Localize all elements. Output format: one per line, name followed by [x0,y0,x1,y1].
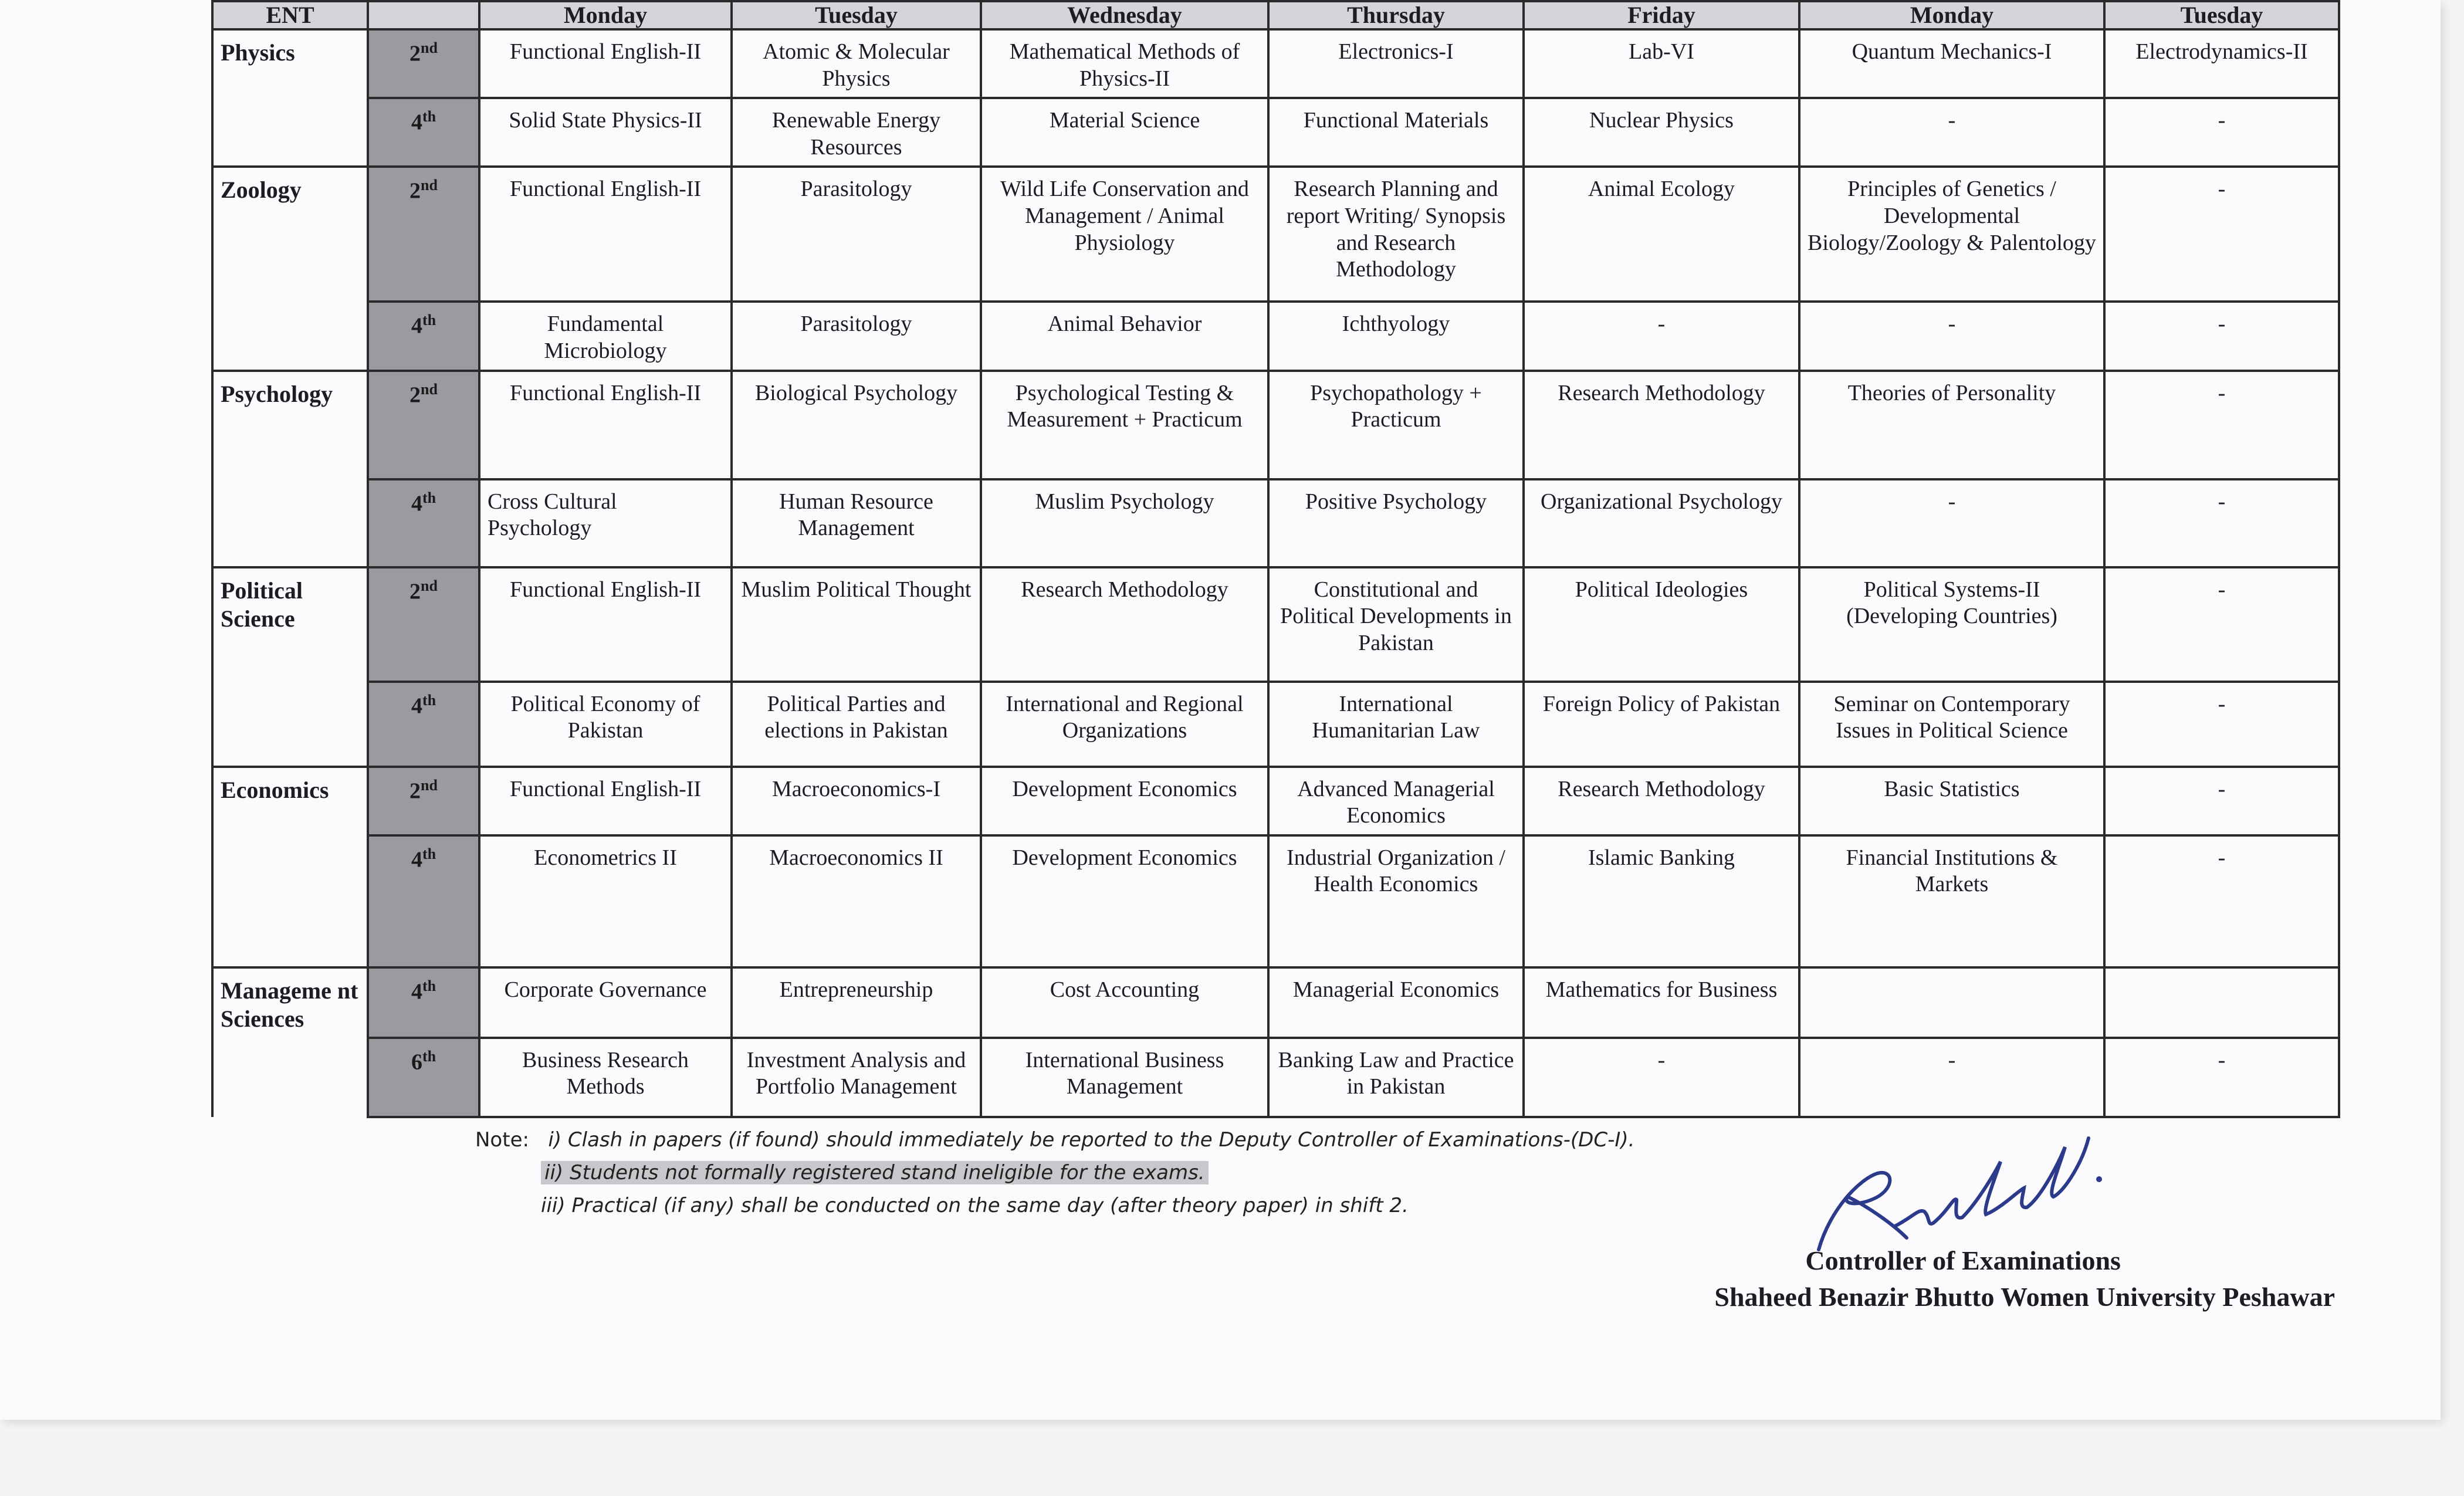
course-cell: - [2104,302,2339,370]
semester-cell [368,767,479,835]
note-label: Note: [475,1128,529,1152]
department-cell: Zoology [212,167,368,302]
table-row [212,767,2339,835]
course-cell: Cross Cultural Psychology [479,479,732,567]
semester-number: 2 [409,179,421,204]
semester-cell [368,167,479,302]
department-cell: Economics [212,767,368,835]
semester-cell [368,479,479,567]
handwritten-signature [1807,1091,2112,1261]
header-day: Friday [1524,1,1799,29]
course-cell: Seminar on Contemporary Issues in Political Science [1799,682,2104,767]
department-cell [212,1038,368,1117]
course-cell: Human Resource Management [732,479,981,567]
course-cell: Parasitology [732,167,981,302]
header-day: Thursday [1268,1,1524,29]
header-day: Monday [479,1,732,29]
course-cell: Industrial Organization / Health Economics [1268,835,1524,967]
exam-schedule-table [211,0,2340,1118]
table-row [212,98,2339,167]
semester-ordinal: th [422,489,436,506]
course-cell: Atomic & Molecular Physics [732,29,981,98]
semester-number: 4 [411,847,422,872]
semester-number: 2 [409,41,421,66]
table-row [212,567,2339,682]
semester-cell [368,302,479,370]
course-cell [2104,967,2339,1038]
course-cell: Foreign Policy of Pakistan [1524,682,1799,767]
course-cell: Positive Psychology [1268,479,1524,567]
table-header-row [212,1,2339,29]
course-cell: Islamic Banking [1524,835,1799,967]
course-cell: Quantum Mechanics-I [1799,29,2104,98]
course-cell: - [2104,1038,2339,1117]
note-item: iii) Practical (if any) shall be conducted on the same day (after theory paper) in shift 2. [541,1194,1409,1217]
course-cell: - [2104,98,2339,167]
semester-ordinal: th [422,845,436,862]
semester-ordinal: nd [421,39,438,56]
course-cell: Renewable Energy Resources [732,98,981,167]
course-cell: Corporate Governance [479,967,732,1038]
course-cell: - [1799,98,2104,167]
course-cell: Political Parties and elections in Pakistan [732,682,981,767]
course-cell: Solid State Physics-II [479,98,732,167]
header-day: Tuesday [732,1,981,29]
institution-name: Shaheed Benazir Bhutto Women University Peshawar [1714,1282,2335,1312]
course-cell: Functional English-II [479,29,732,98]
table-row [212,167,2339,302]
course-cell: Research Methodology [981,567,1268,682]
header-day: Tuesday [2104,1,2339,29]
semester-ordinal: nd [421,380,438,398]
course-cell: Muslim Psychology [981,479,1268,567]
course-cell: Political Systems-II (Developing Countries) [1799,567,2104,682]
course-cell: Development Economics [981,767,1268,835]
course-cell: International and Regional Organizations [981,682,1268,767]
course-cell: Theories of Personality [1799,371,2104,479]
semester-cell [368,967,479,1038]
table-body [212,29,2339,1117]
semester-number: 4 [411,314,422,339]
course-cell: Electrodynamics-II [2104,29,2339,98]
course-cell: - [1799,1038,2104,1117]
course-cell: - [2104,767,2339,835]
course-cell: Banking Law and Practice in Pakistan [1268,1038,1524,1117]
course-cell: - [2104,567,2339,682]
course-cell: Muslim Political Thought [732,567,981,682]
department-cell: Manageme nt Sciences [212,967,368,1038]
course-cell: Principles of Genetics / Developmental Biology/Zoology & Palentology [1799,167,2104,302]
course-cell: Material Science [981,98,1268,167]
course-cell: International Business Management [981,1038,1268,1117]
department-cell [212,302,368,370]
course-cell: Organizational Psychology [1524,479,1799,567]
table-row [212,479,2339,567]
course-cell: Electronics-I [1268,29,1524,98]
course-cell: Psychopathology + Practicum [1268,371,1524,479]
semester-number: 2 [409,779,421,804]
header-day: Monday [1799,1,2104,29]
course-cell: Constitutional and Political Developments in Pakistan [1268,567,1524,682]
semester-cell [368,1038,479,1117]
course-cell: Development Economics [981,835,1268,967]
table-row [212,371,2339,479]
table-row [212,29,2339,98]
department-cell [212,835,368,967]
course-cell: Political Ideologies [1524,567,1799,682]
department-cell [212,682,368,767]
course-cell: Financial Institutions & Markets [1799,835,2104,967]
department-cell [212,98,368,167]
note-line [475,1189,1634,1222]
department-cell: Physics [212,29,368,98]
semester-cell [368,682,479,767]
semester-number: 2 [409,383,421,408]
table-row [212,302,2339,370]
course-cell: - [2104,479,2339,567]
course-cell: - [2104,682,2339,767]
course-cell: Functional English-II [479,167,732,302]
semester-cell [368,371,479,479]
course-cell: Animal Behavior [981,302,1268,370]
semester-ordinal: th [422,312,436,329]
course-cell: Functional Materials [1268,98,1524,167]
course-cell: Nuclear Physics [1524,98,1799,167]
department-cell [212,479,368,567]
signatory-title: Controller of Examinations [1805,1245,2121,1275]
semester-cell [368,567,479,682]
course-cell: Wild Life Conservation and Management / Animal Physiology [981,167,1268,302]
header-semester [368,1,479,29]
course-cell: Research Planning and report Writing/ Synopsis and Research Methodology [1268,167,1524,302]
course-cell: Managerial Economics [1268,967,1524,1038]
course-cell [1799,967,2104,1038]
course-cell: - [1799,302,2104,370]
semester-cell [368,29,479,98]
course-cell: Animal Ecology [1524,167,1799,302]
semester-number: 2 [409,579,421,604]
course-cell: Research Methodology [1524,767,1799,835]
course-cell: Macroeconomics-I [732,767,981,835]
semester-ordinal: nd [421,177,438,194]
notes-section [475,1123,1634,1222]
course-cell: Ichthyology [1268,302,1524,370]
department-cell: Psychology [212,371,368,479]
course-cell: - [2104,371,2339,479]
course-cell: Functional English-II [479,767,732,835]
course-cell: Econometrics II [479,835,732,967]
course-cell: - [2104,835,2339,967]
course-cell: Lab-VI [1524,29,1799,98]
header-department: ENT [212,1,368,29]
signatory-block [1714,1243,2335,1315]
semester-ordinal: th [422,108,436,126]
note-item: i) Clash in papers (if found) should immediately be reported to the Deputy Controller of Examinations-(DC-I). [548,1128,1635,1152]
semester-number: 4 [411,491,422,516]
semester-ordinal: th [422,1047,436,1065]
semester-number: 6 [411,1050,422,1075]
course-cell: International Humanitarian Law [1268,682,1524,767]
course-cell: Parasitology [732,302,981,370]
course-cell: Functional English-II [479,371,732,479]
course-cell: Psychological Testing & Measurement + Practicum [981,371,1268,479]
course-cell: Macroeconomics II [732,835,981,967]
semester-cell [368,98,479,167]
course-cell: - [1524,302,1799,370]
course-cell: Functional English-II [479,567,732,682]
semester-number: 4 [411,110,422,135]
course-cell: - [2104,167,2339,302]
course-cell: Mathematics for Business [1524,967,1799,1038]
table-row [212,835,2339,967]
table-row [212,967,2339,1038]
semester-ordinal: nd [421,577,438,594]
course-cell: Basic Statistics [1799,767,2104,835]
course-cell: Business Research Methods [479,1038,732,1117]
note-line [475,1123,1634,1156]
note-line [475,1156,1634,1189]
course-cell: Research Methodology [1524,371,1799,479]
course-cell: Fundamental Microbiology [479,302,732,370]
note-item-highlighted: ii) Students not formally registered stand ineligible for the exams. [541,1161,1209,1184]
header-day: Wednesday [981,1,1268,29]
semester-ordinal: th [422,691,436,709]
semester-number: 4 [411,979,422,1004]
course-cell: Political Economy of Pakistan [479,682,732,767]
course-cell: - [1799,479,2104,567]
course-cell: Biological Psychology [732,371,981,479]
semester-ordinal: nd [421,776,438,794]
course-cell: - [1524,1038,1799,1117]
semester-cell [368,835,479,967]
course-cell: Investment Analysis and Portfolio Management [732,1038,981,1117]
department-cell: Political Science [212,567,368,682]
course-cell: Advanced Managerial Economics [1268,767,1524,835]
course-cell: Entrepreneurship [732,967,981,1038]
course-cell: Cost Accounting [981,967,1268,1038]
semester-ordinal: th [422,977,436,994]
table-row [212,682,2339,767]
semester-number: 4 [411,693,422,719]
course-cell: Mathematical Methods of Physics-II [981,29,1268,98]
